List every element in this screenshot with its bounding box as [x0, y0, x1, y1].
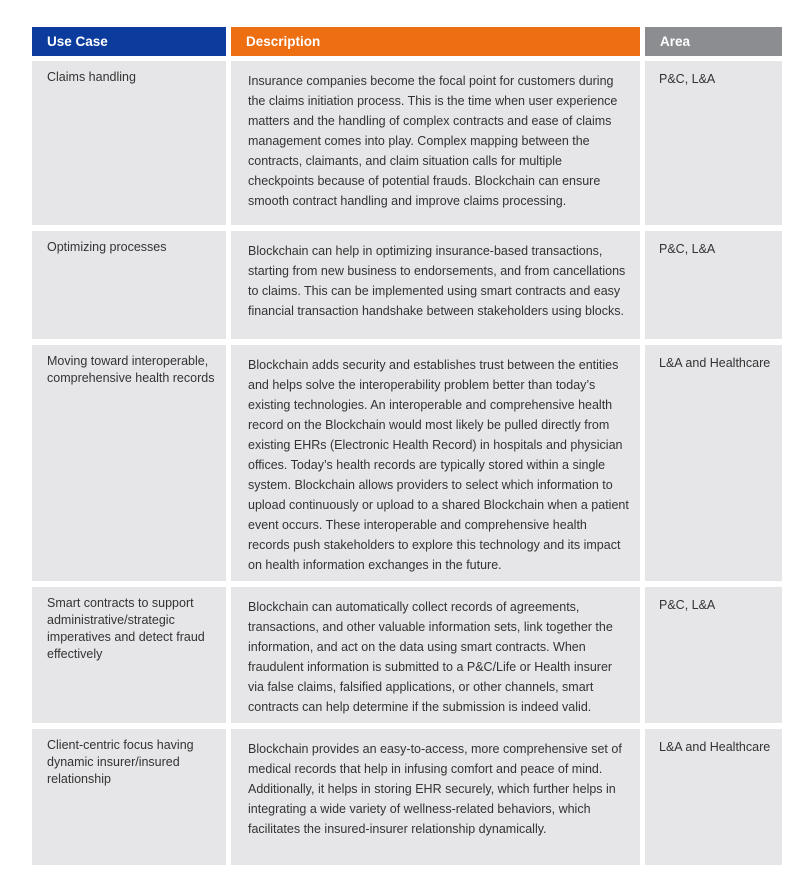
row-4-description: Blockchain can automatically collect records of agreements, transactions, and other valuable information sets, link together the information, and act on the data using smart contracts. When fraudulent information is submitted to a P&C/Life or Health insurer via false claims, falsified applications, or other channels, smart contracts can help determine if the submission is indeed valid. — [231, 587, 640, 723]
row-5-use-case: Client-centric focus having dynamic insurer/insured relationship — [32, 729, 226, 865]
row-4-use-case: Smart contracts to support administrative/strategic imperatives and detect fraud effectively — [32, 587, 226, 723]
row-3-description: Blockchain adds security and establishes trust between the entities and helps solve the interoperability problem better than today’s existing technologies. An interoperable and comprehensive health record on the Blockchain would most likely be pulled directly from existing EHRs (Electronic Health Record) in hospitals and physician offices. Today’s health records are typically stored within a single system. Blockchain allows providers to select which information to upload continuously or upload to a shared Blockchain when a patient event occurs. These interoperable and comprehensive health records push stakeholders to explore this technology and its impact on health information exchanges in the future. — [231, 345, 640, 581]
row-5-description: Blockchain provides an easy-to-access, more comprehensive set of medical records that help in infusing comfort and peace of mind. Additionally, it helps in storing EHR securely, which further helps in integrating a wide variety of wellness-related behaviors, which facilitates the insured-insurer relationship dynamically. — [231, 729, 640, 865]
row-2-area: P&C, L&A — [645, 231, 782, 339]
row-4-area: P&C, L&A — [645, 587, 782, 723]
row-1-description: Insurance companies become the focal point for customers during the claims initiation process. This is the time when user experience matters and the handling of complex contracts and ease of claims management comes into play. Complex mapping between the contracts, claimants, and claim situation calls for multiple checkpoints because of potential frauds. Blockchain can ensure smooth contract handling and improve claims processing. — [231, 61, 640, 225]
header-description: Description — [231, 27, 640, 56]
row-3-area: L&A and Healthcare — [645, 345, 782, 581]
row-5-area: L&A and Healthcare — [645, 729, 782, 865]
header-area: Area — [645, 27, 782, 56]
header-use-case: Use Case — [32, 27, 226, 56]
row-2-description: Blockchain can help in optimizing insurance-based transactions, starting from new business to endorsements, and from cancellations to claims. This can be implemented using smart contracts and easy financial transaction handshake between stakeholders using blocks. — [231, 231, 640, 339]
row-1-area: P&C, L&A — [645, 61, 782, 225]
row-2-use-case: Optimizing processes — [32, 231, 226, 339]
row-1-use-case: Claims handling — [32, 61, 226, 225]
row-3-use-case: Moving toward interoperable, comprehensive health records — [32, 345, 226, 581]
